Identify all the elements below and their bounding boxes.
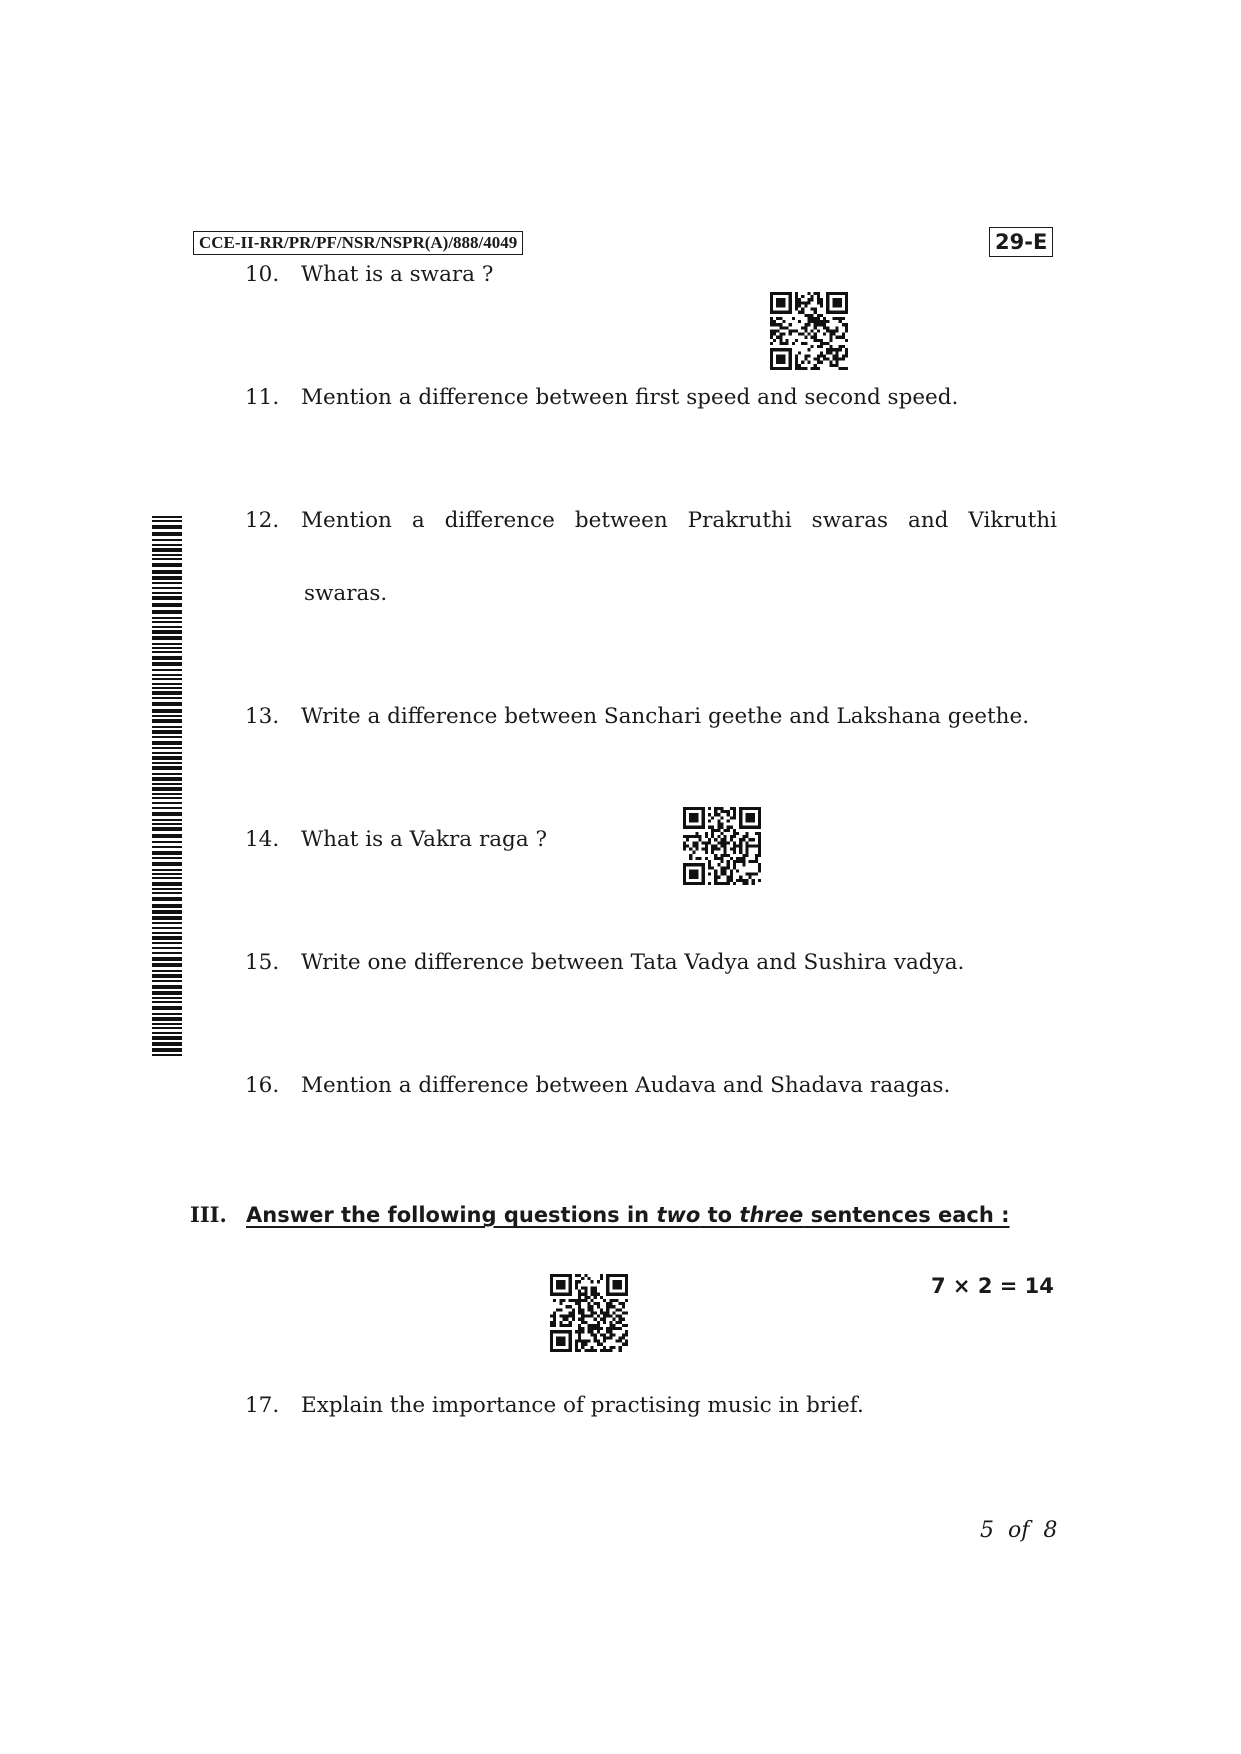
barcode-icon: [152, 516, 182, 1056]
question-word: a: [411, 508, 425, 533]
paper-code: CCE-II-RR/PR/PF/NSR/NSPR(A)/888/4049: [193, 231, 523, 255]
section-instruction: [246, 1201, 1010, 1229]
page-number: [980, 1517, 1057, 1545]
question-word: and: [908, 508, 949, 533]
question-text: Write one difference between Tata Vadya and Sushira vadya.: [301, 950, 965, 975]
question-word: difference: [444, 508, 555, 533]
question-text: What is a Vakra raga ?: [301, 827, 548, 852]
question-text: Mention a difference between Audava and Shadava raagas.: [301, 1073, 951, 1098]
question-number: 13.: [245, 704, 280, 729]
question-word: Mention: [301, 508, 392, 533]
question-number: 16.: [245, 1073, 280, 1098]
question-number: 11.: [245, 385, 280, 410]
question-word: Prakruthi: [687, 508, 792, 533]
question-number: 10.: [245, 262, 280, 287]
section-marks: 7 × 2 = 14: [931, 1274, 1054, 1298]
of-label: of: [1008, 1518, 1030, 1543]
instruction-text: Answer the following questions in: [246, 1203, 657, 1227]
current-page: 5: [980, 1518, 994, 1543]
qr-code-icon: [550, 1274, 628, 1352]
instruction-text: sentences each :: [803, 1203, 1010, 1227]
instruction-emphasis: three: [739, 1203, 804, 1227]
question-number: 14.: [245, 827, 280, 852]
question-word: Vikruthi: [968, 508, 1057, 533]
question-text: Explain the importance of practising music in brief.: [301, 1393, 864, 1418]
version-badge: 29-E: [989, 227, 1053, 257]
question-number: 12.: [245, 508, 280, 533]
question-12-continuation: swaras.: [304, 581, 388, 606]
question-text: What is a swara ?: [301, 262, 494, 287]
instruction-emphasis: two: [656, 1203, 701, 1227]
question-text: [301, 507, 1057, 535]
qr-code-icon: [683, 807, 761, 885]
question-text: Mention a difference between first speed and second speed.: [301, 385, 959, 410]
instruction-text: to: [700, 1203, 740, 1227]
total-pages: 8: [1043, 1518, 1058, 1543]
question-text: Write a difference between Sanchari geethe and Lakshana geethe.: [301, 704, 1030, 729]
question-word: swaras: [811, 508, 889, 533]
question-word: between: [574, 508, 668, 533]
section-number: III.: [190, 1202, 227, 1227]
qr-code-icon: [770, 292, 848, 370]
question-number: 17.: [245, 1393, 280, 1418]
question-number: 15.: [245, 950, 280, 975]
